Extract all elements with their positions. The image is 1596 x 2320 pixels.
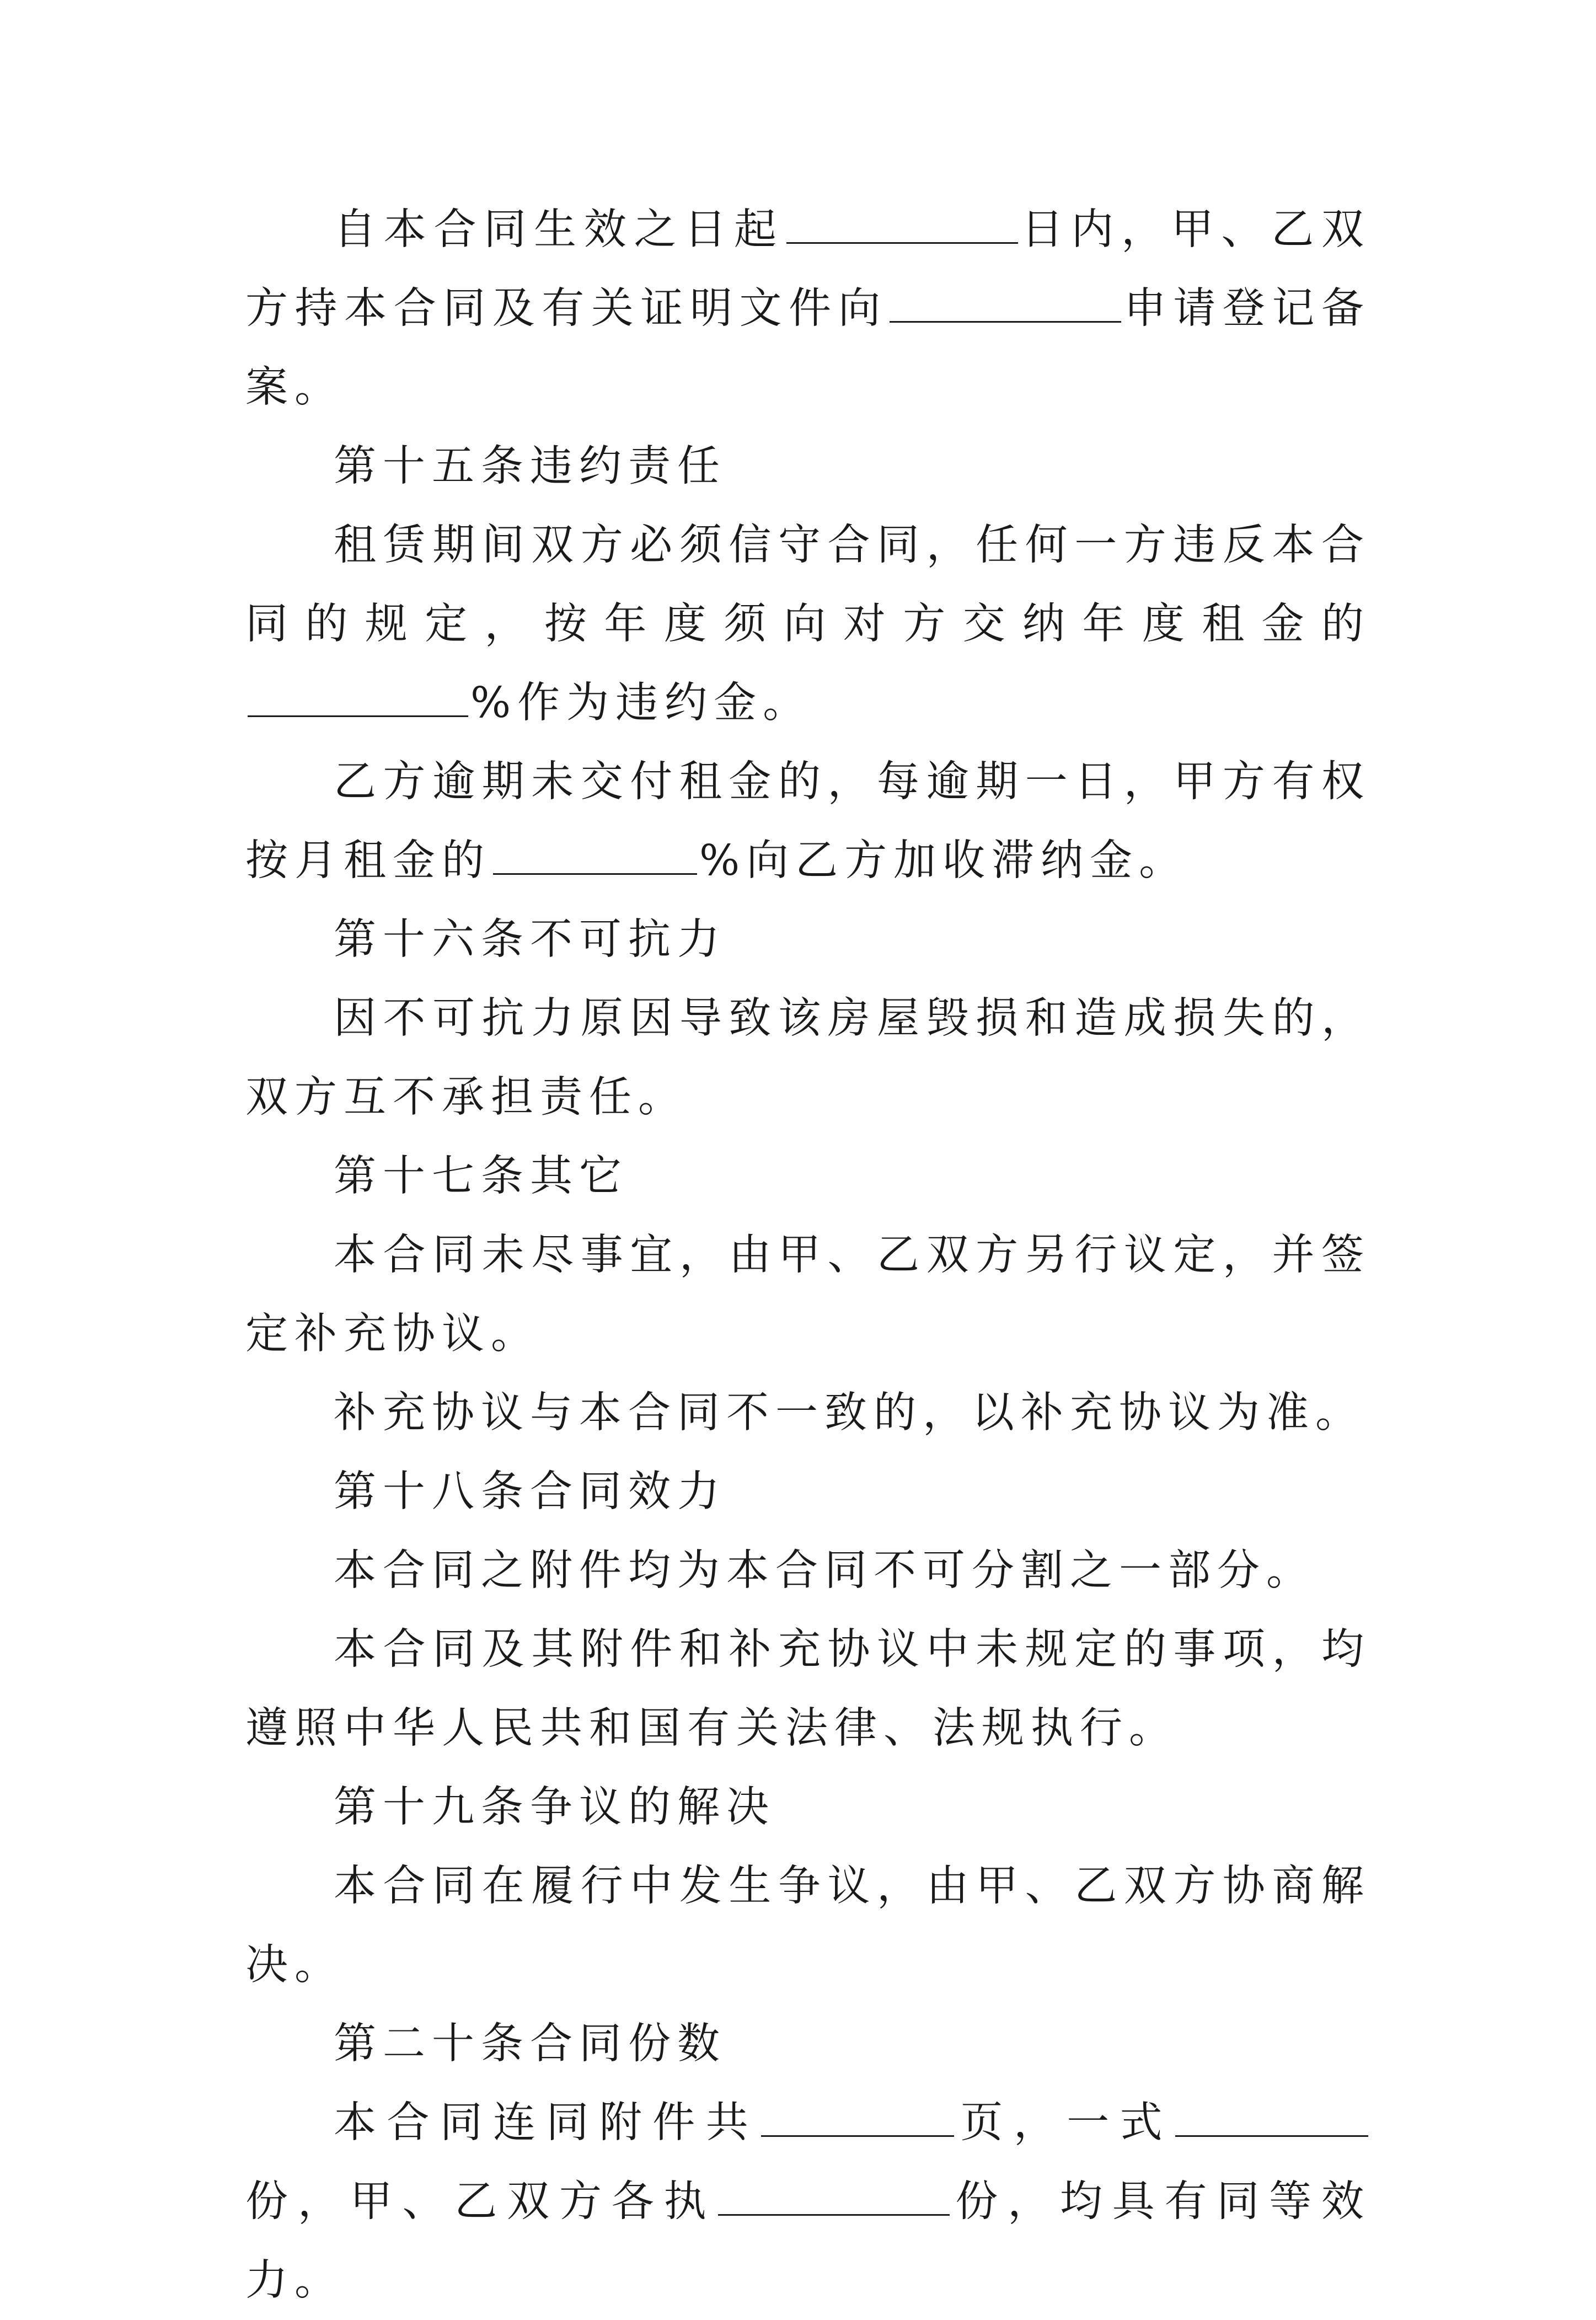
paragraph-dispute: 本合同在履行中发生争议，由甲、乙双方协商解决。: [245, 1862, 1370, 1990]
text-segment: 乙方逾期未交付租金的，每逾期一日，甲方有权按月租金的: [245, 757, 1370, 885]
paragraph-supplementary: 本合同未尽事宜，由甲、乙双方另行议定，并签定补充协议。: [245, 1231, 1370, 1359]
article-heading-16: 第十六条不可抗力: [334, 915, 726, 964]
paragraph-annex: 本合同之附件均为本合同不可分割之一部分。: [334, 1546, 1315, 1595]
blank-copies-total-field[interactable]: [1175, 2102, 1368, 2137]
paragraph-registration: [245, 190, 1370, 427]
paragraph-force-majeure: 因不可抗力原因导致该房屋毁损和造成损失的，双方互不承担责任。: [245, 994, 1370, 1122]
text-segment: 自本合同生效之日起: [334, 205, 784, 254]
text-segment: 份，甲、乙双方各执: [245, 2177, 716, 2226]
blank-days-field[interactable]: [786, 209, 1018, 244]
article-heading-17: 第十七条其它: [334, 1152, 628, 1201]
text-segment: 本合同连同附件共: [334, 2098, 759, 2147]
blank-page-count-field[interactable]: [761, 2102, 954, 2137]
article-heading-15: 第十五条违约责任: [334, 442, 726, 491]
paragraph-breach-penalty: [245, 506, 1370, 742]
text-segment: 页，一式: [956, 2098, 1174, 2147]
paragraph-governing-law: 本合同及其附件和补充协议中未规定的事项，均遵照中华人民共和国有关法律、法规执行。: [245, 1625, 1370, 1753]
paragraph-late-fee: [245, 742, 1370, 900]
text-segment: 申请登记备案。: [245, 284, 1371, 412]
article-heading-18: 第十八条合同效力: [334, 1467, 726, 1516]
document-body: [245, 190, 1370, 2320]
article-heading-20: 第二十条合同份数: [334, 2019, 726, 2068]
text-segment: 租赁期间双方必须信守合同，任何一方违反本合同的规定，按年度须向对方交纳年度租金的: [245, 521, 1370, 649]
text-segment: 份，均具有同等效力。: [245, 2177, 1371, 2305]
paragraph-copies: [245, 2083, 1370, 2320]
blank-copies-each-field[interactable]: [718, 2181, 950, 2216]
paragraph-supplementary-precedence: 补充协议与本合同不一致的，以补充协议为准。: [334, 1388, 1364, 1437]
blank-registration-authority-field[interactable]: [890, 288, 1121, 323]
text-segment: 日内，甲、乙双方持本合同及有关证明文件向: [245, 205, 1370, 333]
blank-late-fee-percent-field[interactable]: [493, 840, 697, 875]
blank-penalty-percent-field[interactable]: [248, 682, 468, 717]
text-segment: %作为违约金。: [470, 678, 812, 728]
text-segment: %向乙方加收滞纳金。: [699, 836, 1188, 885]
article-heading-19: 第十九条争议的解决: [334, 1783, 775, 1832]
